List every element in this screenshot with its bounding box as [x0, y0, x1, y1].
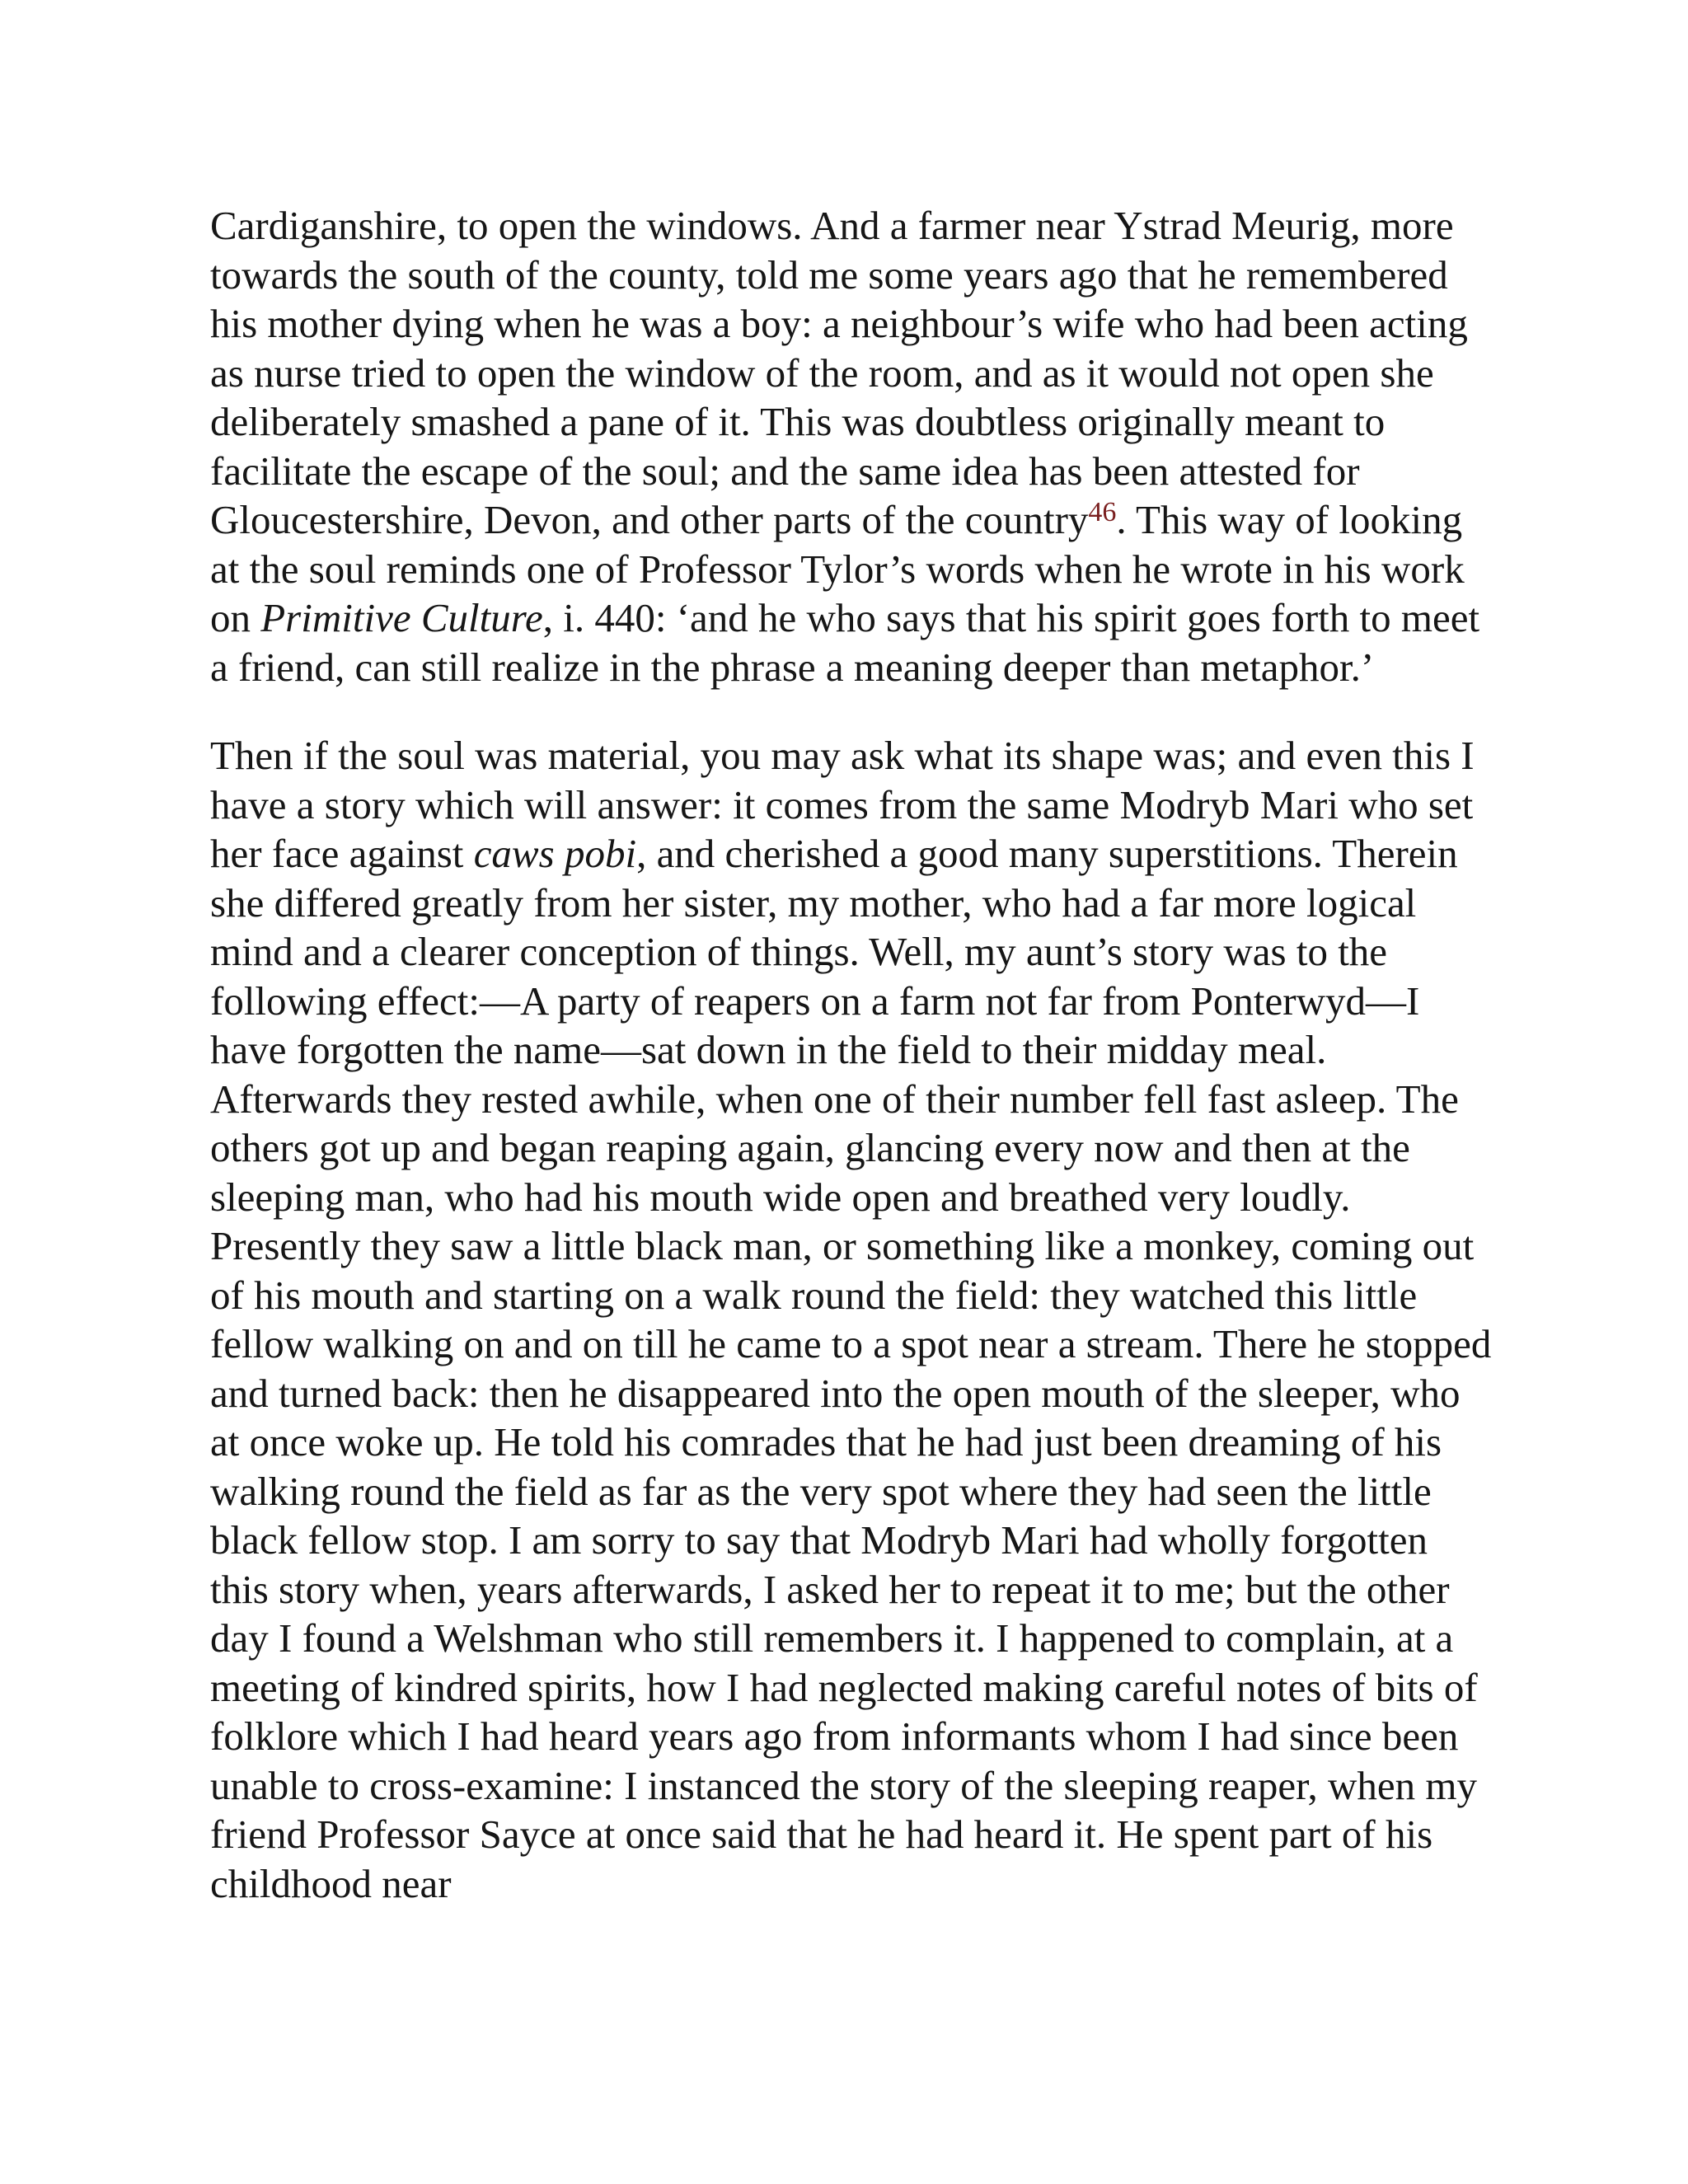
welsh-term-italic: caws pobi — [473, 831, 637, 876]
footnote-link-46[interactable]: 46 — [1088, 497, 1117, 527]
page-body — [210, 201, 1496, 1908]
paragraph-text: Then if the soul was material, you may ask what its shape was; and even this I have a story which will answer: it comes from the same Modryb Mari who set her face against — [210, 733, 1475, 876]
paragraph-text: , and cherished a good many superstitions. Therein she differed greatly from her sister, my mother, who had a far more logical mind and a clearer conception of things. Well, my aunt’s story was to the following effect:—A party of reapers on a farm not far from Ponterwyd—I have forgotten the name—sat down in the field to their midday meal. Afterwards they rested awhile, when one of their number fell fast asleep. The others got up and began reaping again, glancing every now and then at the sleeping man, who had his mouth wide open and breathed very loudly. Presently they saw a little black man, or something like a monkey, coming out of his mouth and starting on a walk round the field: they watched this little fellow walking on and on till he came to a spot near a stream. There he stopped and turned back: then he disappeared into the open mouth of the sleeper, who at once woke up. He told his comrades that he had just been dreaming of his walking round the field as far as the very spot where they had seen the little black fellow stop. I am sorry to say that Modryb Mari had wholly forgotten this story when, years afterwards, I asked her to repeat it to me; but the other day I found a Welshman who still remembers it. I happened to complain, at a meeting of kindred spirits, how I had neglected making careful notes of bits of folklore which I had heard years ago from informants whom I had since been unable to cross-examine: I instanced the story of the sleeping reaper, when my friend Professor Sayce at once said that he had heard it. He spent part of his childhood near — [210, 831, 1492, 1906]
paragraph-1 — [210, 201, 1496, 691]
book-title-italic: Primitive Culture — [260, 595, 543, 640]
paragraph-2 — [210, 731, 1496, 1908]
paragraph-text: Cardiganshire, to open the windows. And a farmer near Ystrad Meurig, more towards the south of the county, told me some years ago that he remembered his mother dying when he was a boy: a neighbour’s wife who had been acting as nurse tried to open the window of the room, and as it would not open she deliberately smashed a pane of it. This was doubtless originally meant to facilitate the escape of the soul; and the same idea has been attested for Gloucestershire, Devon, and other parts of the country — [210, 203, 1468, 542]
paragraph-text: . This way of looking at the soul reminds one of Professor Tylor’s words when he wrote in his work on — [210, 497, 1465, 640]
paragraph-text: , i. 440: ‘and he who says that his spirit goes forth to meet a friend, can still realize in the phrase a meaning deeper than metaphor.’ — [210, 595, 1480, 690]
